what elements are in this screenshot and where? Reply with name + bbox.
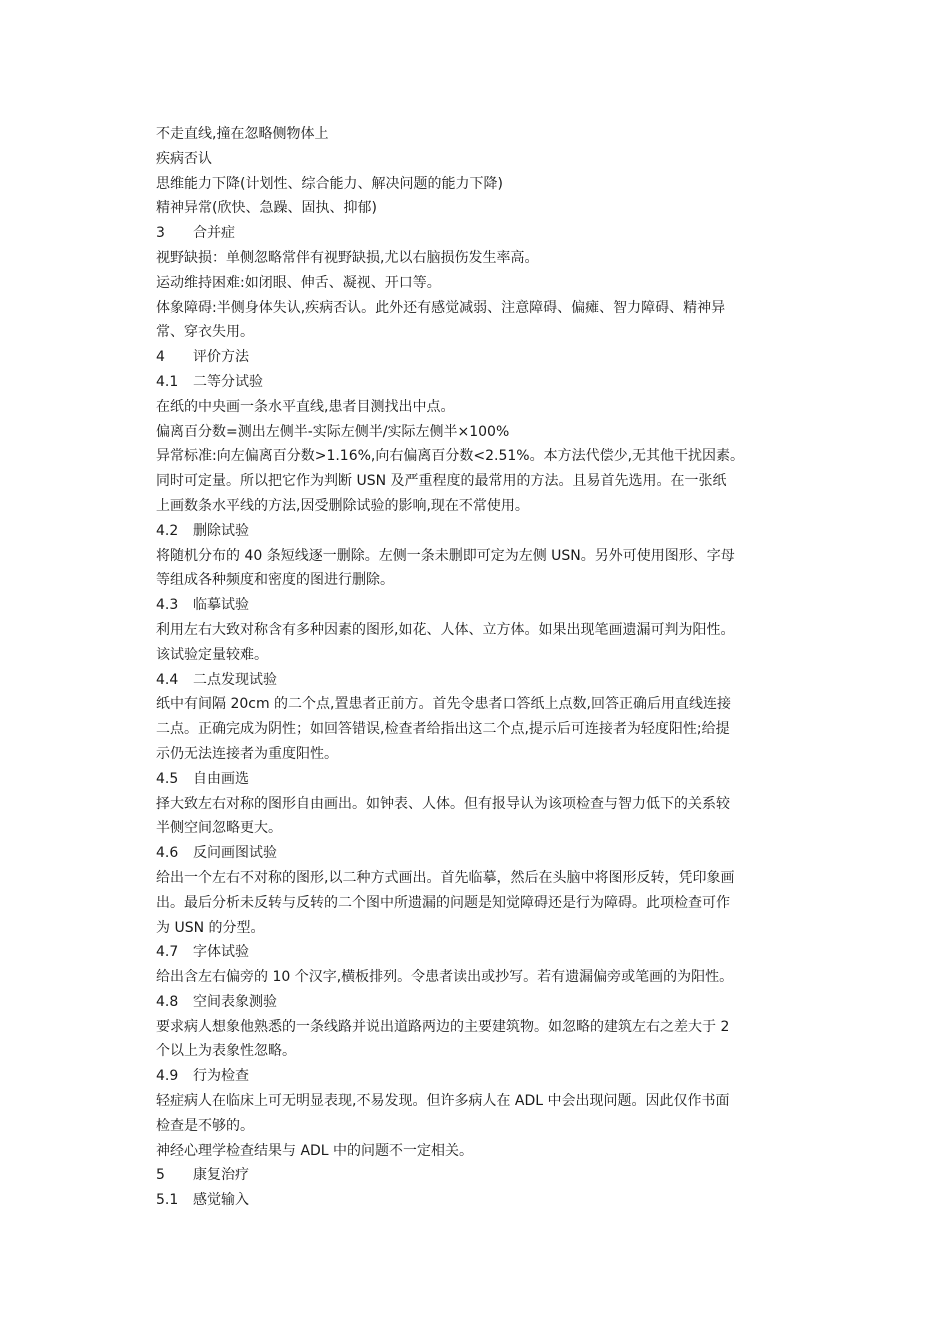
- section-number: 5: [156, 1167, 165, 1184]
- text-line: 检查是不够的。: [156, 1117, 254, 1134]
- subsection-heading-4-6: [156, 841, 816, 866]
- text-line: 个以上为表象性忽略。: [156, 1043, 296, 1060]
- subsection-heading-4-4: [156, 668, 816, 693]
- section-title: 康复治疗: [193, 1167, 249, 1184]
- document-page: [156, 122, 816, 1213]
- section-number: 4.2: [156, 522, 179, 539]
- section-number: 4.8: [156, 993, 179, 1010]
- text-line: 给出一个左右不对称的图形,以二种方式画出。首先临摹，然后在头脑中将图形反转，凭印象画: [156, 869, 735, 886]
- text-line: 运动维持困难:如闭眼、伸舌、凝视、开口等。: [156, 274, 441, 291]
- text-line: 该试验定量较难。: [156, 646, 268, 663]
- section-heading-4: [156, 345, 816, 370]
- subsection-heading-5-1: [156, 1188, 816, 1213]
- section-title: 二等分试验: [193, 373, 263, 390]
- text-line: 要求病人想象他熟悉的一条线路并说出道路两边的主要建筑物。如忽略的建筑左右之差大于 2: [156, 1018, 730, 1035]
- section-number: 5.1: [156, 1192, 179, 1209]
- text-line: 示仍无法连接者为重度阳性。: [156, 745, 338, 762]
- text-line: 精神异常(欣快、急躁、固执、抑郁): [156, 200, 377, 217]
- text-line: 为 USN 的分型。: [156, 919, 265, 936]
- text-line: 择大致左右对称的图形自由画出。如钟表、人体。但有报导认为该项检查与智力低下的关系较: [156, 795, 730, 812]
- text-line: 等组成各种频度和密度的图进行删除。: [156, 572, 394, 589]
- subsection-heading-4-2: [156, 519, 816, 544]
- text-line: 半侧空间忽略更大。: [156, 820, 282, 837]
- subsection-heading-4-3: [156, 593, 816, 618]
- section-number: 4.4: [156, 671, 179, 688]
- section-number: 4.5: [156, 770, 179, 787]
- text-line: 思维能力下降(计划性、综合能力、解决问题的能力下降): [156, 175, 503, 192]
- section-number: 4: [156, 349, 165, 366]
- text-line: 体象障碍:半侧身体失认,疾病否认。此外还有感觉减弱、注意障碍、偏瘫、智力障碍、精神异: [156, 299, 726, 316]
- section-number: 4.6: [156, 845, 179, 862]
- section-title: 感觉输入: [193, 1192, 249, 1209]
- text-line: 常、穿衣失用。: [156, 324, 254, 341]
- section-title: 字体试验: [193, 944, 249, 961]
- text-line: 同时可定量。所以把它作为判断 USN 及严重程度的最常用的方法。且易首先选用。在一张纸: [156, 473, 727, 490]
- text-line: 二点。正确完成为阴性；如回答错误,检查者给指出这二个点,提示后可连接者为轻度阳性;给提: [156, 721, 730, 738]
- text-line: 上画数条水平线的方法,因受删除试验的影响,现在不常使用。: [156, 497, 529, 514]
- section-title: 合并症: [193, 225, 235, 242]
- section-heading-5: [156, 1163, 816, 1188]
- text-line: 视野缺损：单侧忽略常伴有视野缺损,尤以右脑损伤发生率高。: [156, 249, 539, 266]
- section-number: 4.9: [156, 1068, 179, 1085]
- section-heading-3: [156, 221, 816, 246]
- text-line: 偏离百分数=测出左侧半-实际左侧半/实际左侧半×100%: [156, 423, 510, 440]
- section-title: 反问画图试验: [193, 845, 277, 862]
- text-line: 异常标准:向左偏离百分数>1.16%,向右偏离百分数<2.51%。本方法代偿少,无其他干扰因素。: [156, 448, 745, 465]
- subsection-heading-4-1: [156, 370, 816, 395]
- text-line: 将随机分布的 40 条短线逐一删除。左侧一条未删即可定为左侧 USN。另外可使用图形、字母: [156, 547, 735, 564]
- subsection-heading-4-5: [156, 767, 816, 792]
- section-title: 二点发现试验: [193, 671, 277, 688]
- section-number: 3: [156, 225, 165, 242]
- section-title: 行为检查: [193, 1068, 249, 1085]
- section-number: 4.3: [156, 597, 179, 614]
- section-title: 删除试验: [193, 522, 249, 539]
- text-line: 不走直线,撞在忽略侧物体上: [156, 126, 329, 142]
- subsection-heading-4-7: [156, 940, 816, 965]
- subsection-heading-4-8: [156, 990, 816, 1015]
- subsection-heading-4-9: [156, 1064, 816, 1089]
- section-title: 自由画选: [193, 770, 249, 787]
- text-line: 给出含左右偏旁的 10 个汉字,横板排列。令患者读出或抄写。若有遗漏偏旁或笔画的为阳性。: [156, 969, 734, 986]
- section-number: 4.1: [156, 373, 179, 390]
- section-title: 空间表象测验: [193, 993, 277, 1010]
- text-line: 轻症病人在临床上可无明显表现,不易发现。但许多病人在 ADL 中会出现问题。因此仅作书面: [156, 1093, 730, 1110]
- section-title: 临摹试验: [193, 597, 249, 614]
- text-line: 神经心理学检查结果与 ADL 中的问题不一定相关。: [156, 1142, 474, 1159]
- text-line: 疾病否认: [156, 150, 212, 167]
- section-number: 4.7: [156, 944, 179, 961]
- text-line: 出。最后分析未反转与反转的二个图中所遗漏的问题是知觉障碍还是行为障碍。此项检查可作: [156, 894, 730, 911]
- section-title: 评价方法: [193, 349, 249, 366]
- text-line: 纸中有间隔 20cm 的二个点,置患者正前方。首先令患者口答纸上点数,回答正确后用直线连接: [156, 696, 731, 713]
- text-line: 利用左右大致对称含有多种因素的图形,如花、人体、立方体。如果出现笔画遗漏可判为阳性。: [156, 621, 735, 638]
- text-line: 在纸的中央画一条水平直线,患者目测找出中点。: [156, 398, 455, 415]
